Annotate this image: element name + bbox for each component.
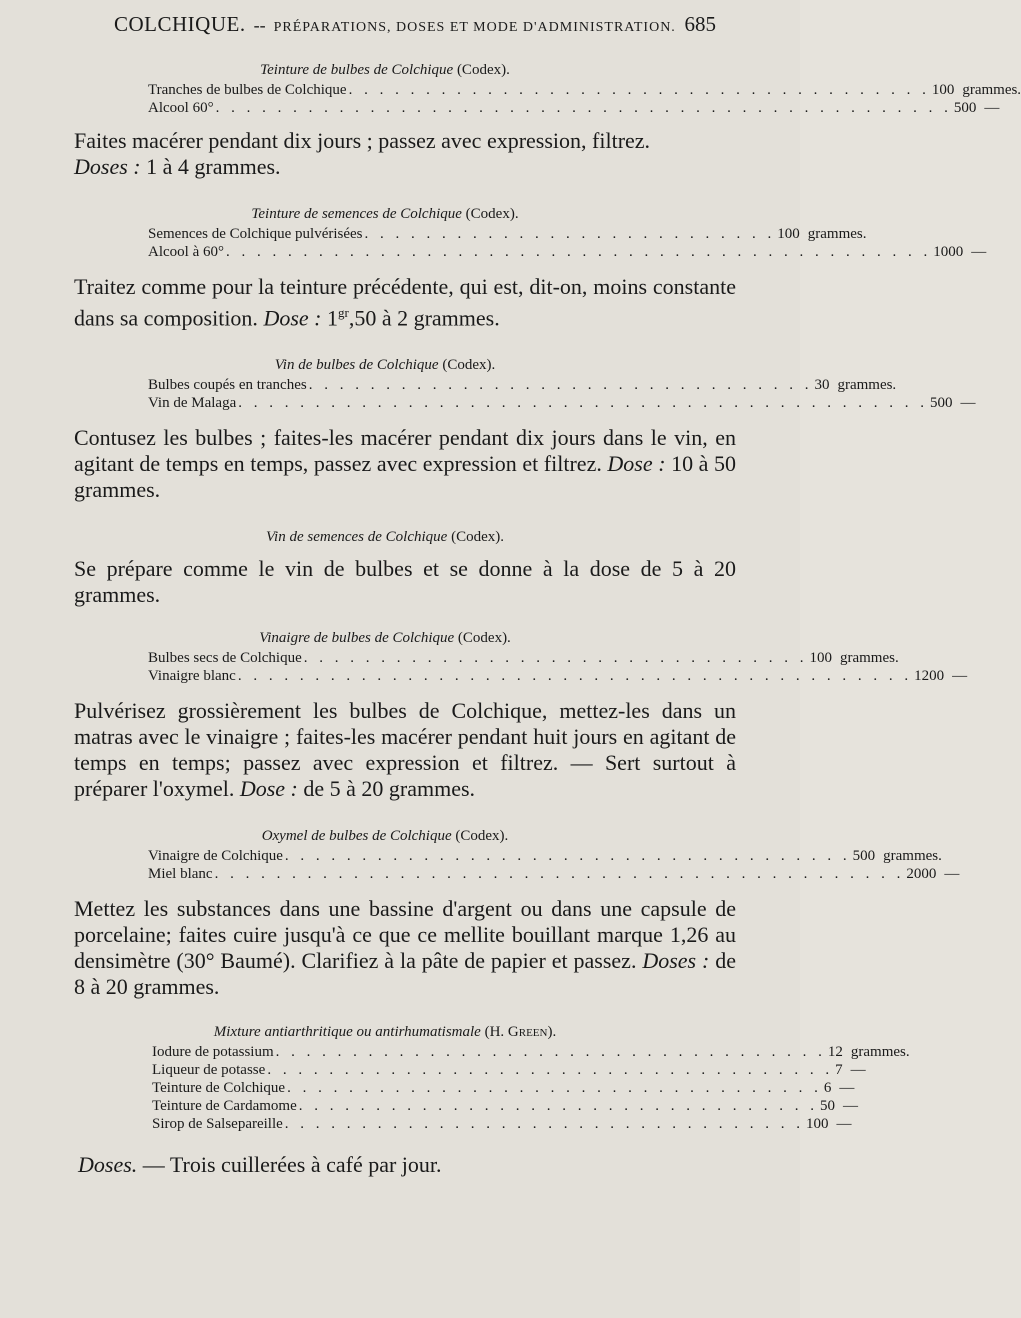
- ingredient-row: Tranches de bulbes de Colchique . . . . . . . . . . . . . . . . . . . . . . . . . . . . . . . . . . . . . . 100 grammes.: [148, 82, 1021, 98]
- recipe-title: Teinture de bulbes de Colchique (Codex).: [260, 62, 510, 78]
- ingredient-list: [148, 82, 1021, 118]
- running-head-separator: --: [253, 15, 266, 35]
- mixture-section: [54, 1024, 910, 1178]
- ingredient-row: Bulbes secs de Colchique . . . . . . . . . . . . . . . . . . . . . . . . . . . . . . . . . 100 grammes.: [148, 650, 899, 667]
- ingredient-list: [148, 650, 968, 686]
- ingredient-row: Alcool à 60° . . . . . . . . . . . . . . . . . . . . . . . . . . . . . . . . . . . . . . . . . . . . . . 1000 —: [148, 244, 987, 260]
- page-number: 685: [684, 12, 716, 36]
- recipe-title: Vin de bulbes de Colchique (Codex).: [274, 357, 496, 374]
- paragraph: Faites macérer pendant dix jours ; passez avec expression, filtrez. Doses : 1 à 4 grammes.: [74, 128, 651, 179]
- ingredient-list: [148, 377, 976, 413]
- ingredient-list: [152, 1044, 910, 1134]
- ingredient-row: Iodure de potassium . . . . . . . . . . . . . . . . . . . . . . . . . . . . . . . . . . . . 12 grammes.: [152, 1044, 910, 1061]
- ingredient-row: Alcool 60° . . . . . . . . . . . . . . . . . . . . . . . . . . . . . . . . . . . . . . . . . . . . . . . . 500 —: [148, 100, 1000, 116]
- recipe-title: Mixture antiarthritique ou antirhumatismale (H. Green).: [213, 1024, 557, 1041]
- ingredient-row: Liqueur de potasse . . . . . . . . . . . . . . . . . . . . . . . . . . . . . . . . . . . . . 7 —: [152, 1062, 866, 1079]
- running-head-title: COLCHIQUE.: [114, 12, 246, 36]
- paragraph: Mettez les substances dans une bassine d'argent ou dans une capsule de porcelaine; faites cuire jusqu'à ce que ce mellite bouillant marque 1,26 au densimètre (30° Baumé). Clarifiez à la pâte de papier et passez. Doses : de 8 à 20 grammes.: [74, 896, 736, 1000]
- paragraph: Se prépare comme le vin de bulbes et se donne à la dose de 5 à 20 grammes.: [74, 556, 736, 608]
- ingredient-row: Bulbes coupés en tranches . . . . . . . . . . . . . . . . . . . . . . . . . . . . . . . . . 30 grammes.: [148, 377, 897, 394]
- ingredient-row: Teinture de Cardamome . . . . . . . . . . . . . . . . . . . . . . . . . . . . . . . . . . 50 —: [152, 1098, 858, 1115]
- ingredient-row: Miel blanc . . . . . . . . . . . . . . . . . . . . . . . . . . . . . . . . . . . . . . . . . . . . . 2000 —: [148, 866, 960, 883]
- paragraph: Pulvérisez grossièrement les bulbes de Colchique, mettez-les dans un matras avec le vinaigre ; faites-les macérer pendant huit jours en agitant de temps en temps; passez avec expression et filtrez. — Sert surtout à préparer l'oxymel. Dose : de 5 à 20 grammes.: [74, 698, 736, 802]
- ingredient-list: [148, 848, 960, 884]
- paragraph: Contusez les bulbes ; faites-les macérer pendant dix jours dans le vin, en agitant de temps en temps, passez avec expression et filtrez. Dose : 10 à 50 grammes.: [74, 425, 737, 503]
- running-head: [54, 0, 716, 40]
- ingredient-row: Vin de Malaga . . . . . . . . . . . . . . . . . . . . . . . . . . . . . . . . . . . . . . . . . . . . . 500 —: [148, 395, 976, 412]
- ingredient-row: Sirop de Salsepareille . . . . . . . . . . . . . . . . . . . . . . . . . . . . . . . . . . 100 —: [152, 1116, 852, 1133]
- recipe-title: Vinaigre de bulbes de Colchique (Codex).: [259, 630, 511, 647]
- ingredient-row: Semences de Colchique pulvérisées . . . . . . . . . . . . . . . . . . . . . . . . . . . 100 grammes.: [148, 226, 867, 242]
- recipe-title: Teinture de semences de Colchique (Codex).: [251, 206, 519, 222]
- recipe-title: Vin de semences de Colchique (Codex).: [266, 529, 504, 546]
- ingredient-row: Vinaigre blanc . . . . . . . . . . . . . . . . . . . . . . . . . . . . . . . . . . . . . . . . . . . . 1200 —: [148, 668, 968, 685]
- paragraph: Traitez comme pour la teinture précédente, qui est, dit-on, moins constante dans sa composition. Dose : $1^{gr},50$ à 2 grammes.: [74, 274, 736, 331]
- final-doses: Doses. — Trois cuillerées à café par jour.: [78, 1152, 442, 1178]
- recipe-title: Oxymel de bulbes de Colchique (Codex).: [261, 828, 509, 845]
- ingredient-row: Vinaigre de Colchique . . . . . . . . . . . . . . . . . . . . . . . . . . . . . . . . . . . . . 500 grammes.: [148, 848, 942, 865]
- ingredient-list: [148, 226, 987, 262]
- running-head-subtitle: PRÉPARATIONS, DOSES ET MODE D'ADMINISTRATION.: [273, 20, 676, 35]
- ingredient-row: Teinture de Colchique . . . . . . . . . . . . . . . . . . . . . . . . . . . . . . . . . . . 6 —: [152, 1080, 855, 1097]
